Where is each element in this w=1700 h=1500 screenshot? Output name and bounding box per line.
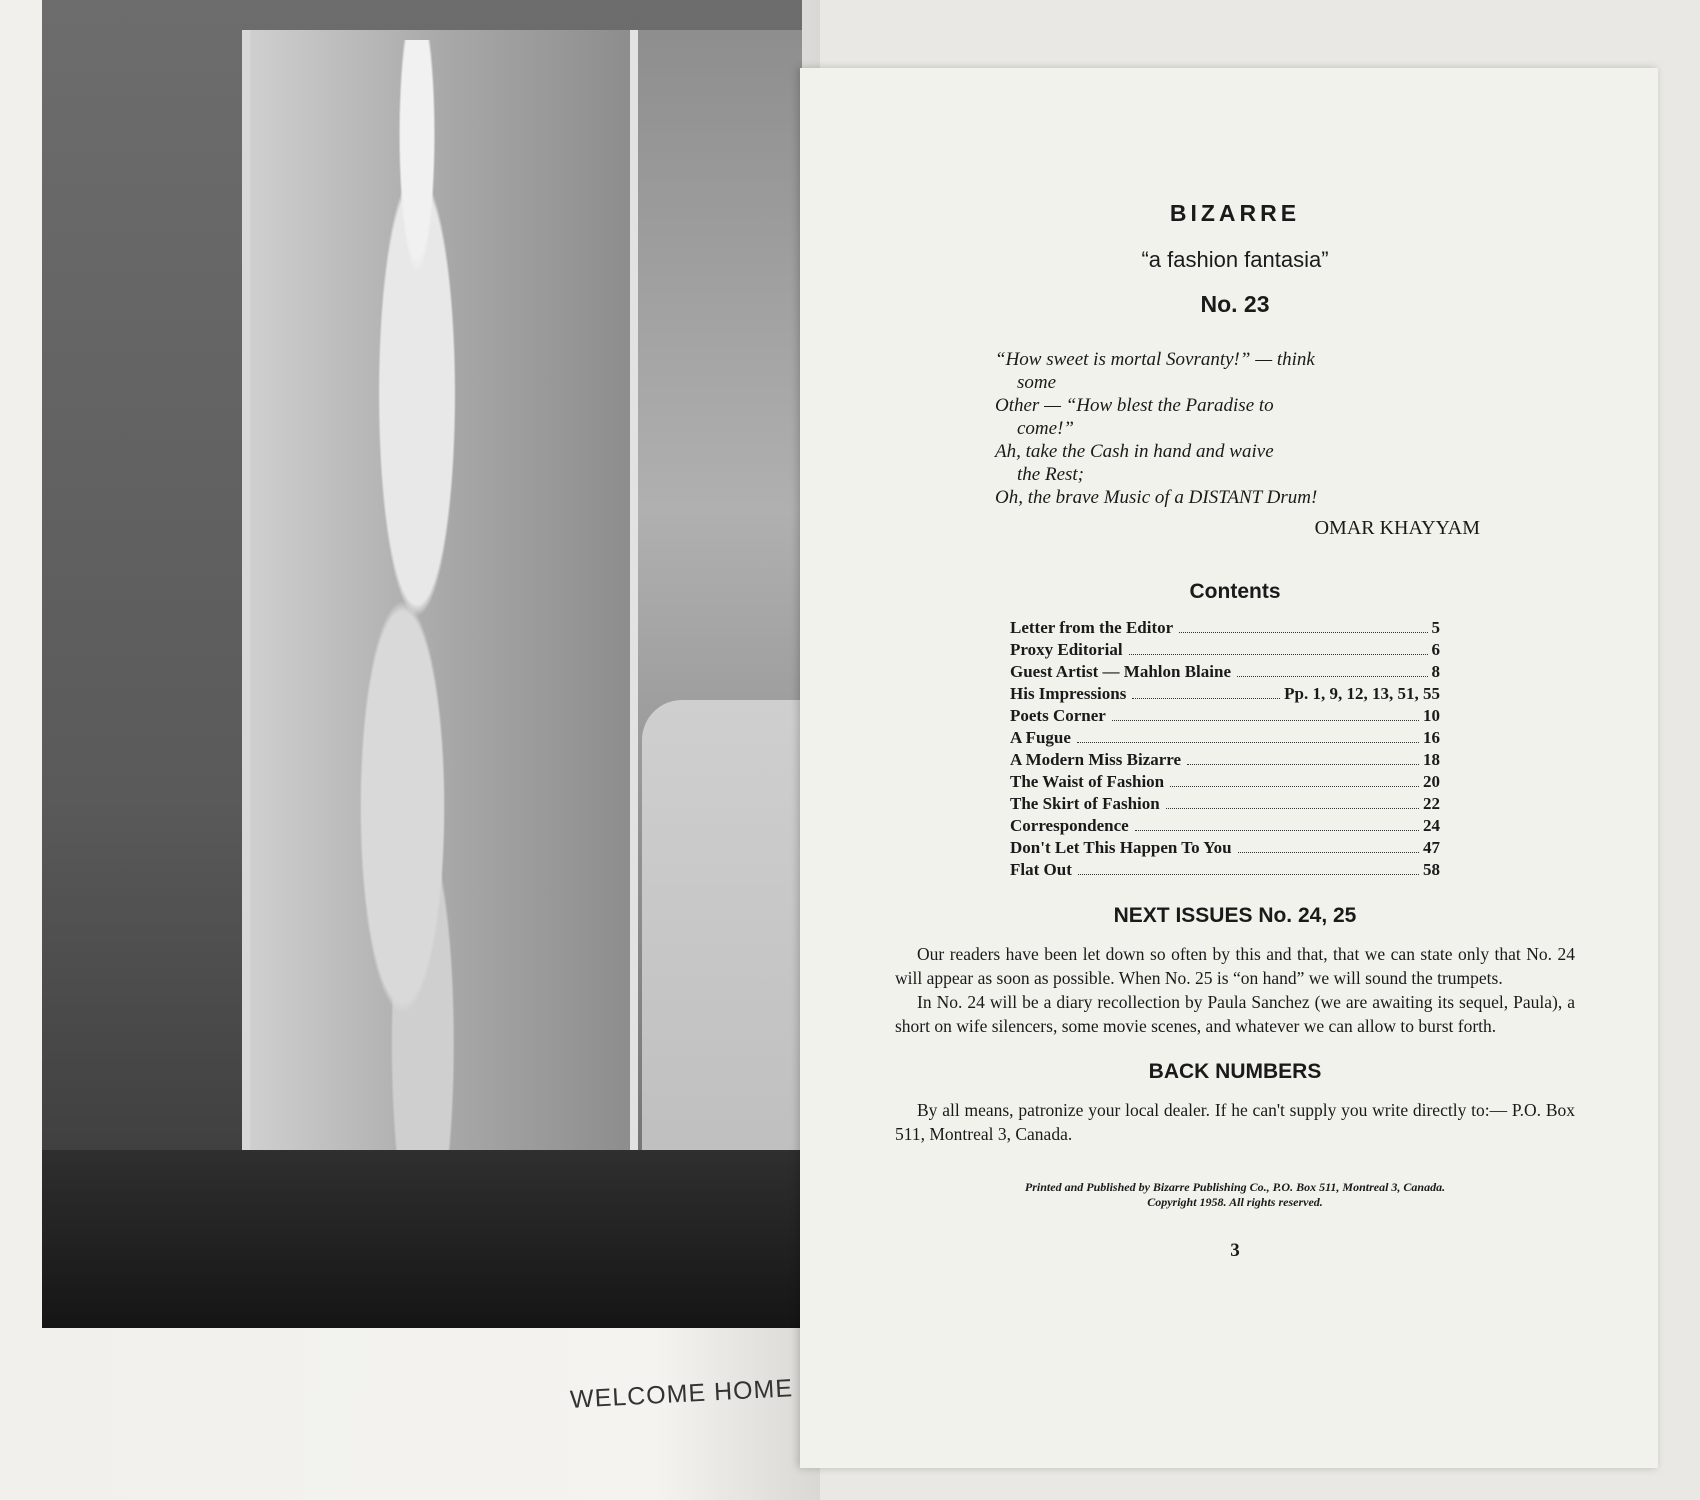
toc-leader	[1237, 676, 1427, 677]
toc-entry	[1010, 816, 1440, 838]
epigraph-line: come!”	[1017, 418, 1074, 439]
toc-page: 47	[1423, 838, 1440, 857]
toc-page: 8	[1431, 662, 1440, 681]
toc-page: 10	[1423, 706, 1440, 725]
toc-entry	[1010, 662, 1440, 684]
epigraph-line: Ah, take the Cash in hand and waive	[995, 441, 1274, 462]
toc-entry	[1010, 860, 1440, 882]
photograph	[42, 0, 802, 1328]
photo-chair	[642, 700, 802, 1220]
toc-leader	[1129, 654, 1428, 655]
toc-title: A Modern Miss Bizarre	[1010, 750, 1182, 769]
toc-title: Don't Let This Happen To You	[1010, 838, 1232, 857]
toc-title: Correspondence	[1010, 816, 1129, 835]
issue-number: No. 23	[1200, 291, 1270, 317]
toc-page: 6	[1431, 640, 1440, 659]
toc-title: A Fugue	[1010, 728, 1071, 747]
toc-entry	[1010, 640, 1440, 662]
toc-entry	[1010, 838, 1440, 860]
right-page-content	[895, 200, 1575, 1262]
toc-page: 22	[1423, 794, 1440, 813]
next-issues-paragraph: Our readers have been let down so often by this and that, that we can state only that No. 24 will appear as soon as possible. When No. 25 is “on hand” we will sound the trumpets.	[895, 944, 1575, 988]
toc-title: Letter from the Editor	[1010, 618, 1174, 637]
toc-title: His Impressions	[1010, 684, 1127, 703]
toc-page: 20	[1423, 772, 1440, 791]
magazine-title: BIZARRE	[1169, 200, 1301, 226]
toc-title: Poets Corner	[1010, 706, 1106, 725]
next-issues-paragraph: In No. 24 will be a diary recollection by Paula Sanchez (we are awaiting its sequel, Paula), a short on wife silencers, some movie scenes, and whatever we can allow to burst forth.	[895, 992, 1575, 1036]
toc-leader	[1132, 698, 1280, 699]
epigraph-line: some	[1017, 372, 1057, 393]
toc-page: Pp. 1, 9, 12, 13, 51, 55	[1284, 684, 1440, 703]
epigraph-line: Other — “How blest the Paradise to	[995, 395, 1274, 416]
photo-floor	[42, 1150, 802, 1328]
toc-leader	[1078, 874, 1419, 875]
epigraph-line: Oh, the brave Music of a DISTANT Drum!	[995, 487, 1318, 508]
toc-title: Guest Artist — Mahlon Blaine	[1010, 662, 1232, 681]
epigraph	[995, 348, 1575, 509]
photo-figure	[272, 40, 562, 1220]
toc-leader	[1135, 830, 1419, 831]
magazine-subtitle: “a fashion fantasia”	[1141, 247, 1329, 272]
toc-entry	[1010, 728, 1440, 750]
next-issues-heading: NEXT ISSUES No. 24, 25	[1113, 904, 1357, 927]
toc-leader	[1187, 764, 1419, 765]
contents-heading: Contents	[1189, 580, 1281, 603]
toc-entry	[1010, 684, 1440, 706]
imprint-line: Copyright 1958. All rights reserved.	[1147, 1195, 1323, 1209]
toc-entry	[1010, 706, 1440, 728]
back-numbers-heading: BACK NUMBERS	[1148, 1060, 1322, 1083]
toc-leader	[1077, 742, 1419, 743]
toc-page: 58	[1423, 860, 1440, 879]
toc-entry	[1010, 794, 1440, 816]
toc-leader	[1166, 808, 1419, 809]
imprint-line: Printed and Published by Bizarre Publishing Co., P.O. Box 511, Montreal 3, Canada.	[1024, 1180, 1446, 1194]
toc-leader	[1238, 852, 1419, 853]
toc-title: Flat Out	[1010, 860, 1072, 879]
toc-entry	[1010, 772, 1440, 794]
toc-entry	[1010, 618, 1440, 640]
epigraph-author: OMAR KHAYYAM	[1314, 517, 1480, 539]
epigraph-line: “How sweet is mortal Sovranty!” — think	[995, 349, 1315, 370]
toc-leader	[1179, 632, 1427, 633]
page-number: 3	[1230, 1240, 1240, 1261]
toc-title: The Waist of Fashion	[1010, 772, 1165, 791]
toc-page: 18	[1423, 750, 1440, 769]
epigraph-line: the Rest;	[1017, 464, 1085, 485]
photo-caption: WELCOME HOME	[569, 1374, 794, 1414]
toc-leader	[1112, 720, 1419, 721]
toc-leader	[1170, 786, 1419, 787]
toc-page: 24	[1423, 816, 1440, 835]
toc-title: The Skirt of Fashion	[1010, 794, 1160, 813]
toc-entry	[1010, 750, 1440, 772]
back-numbers-text: By all means, patronize your local dealer. If he can't supply you write directly to:— P.O. Box 511, Montreal 3, Canada.	[895, 1100, 1575, 1144]
toc-title: Proxy Editorial	[1010, 640, 1123, 659]
imprint	[895, 1180, 1575, 1210]
table-of-contents	[1010, 618, 1440, 882]
toc-page: 5	[1431, 618, 1440, 637]
left-page	[0, 0, 820, 1500]
toc-page: 16	[1423, 728, 1440, 747]
